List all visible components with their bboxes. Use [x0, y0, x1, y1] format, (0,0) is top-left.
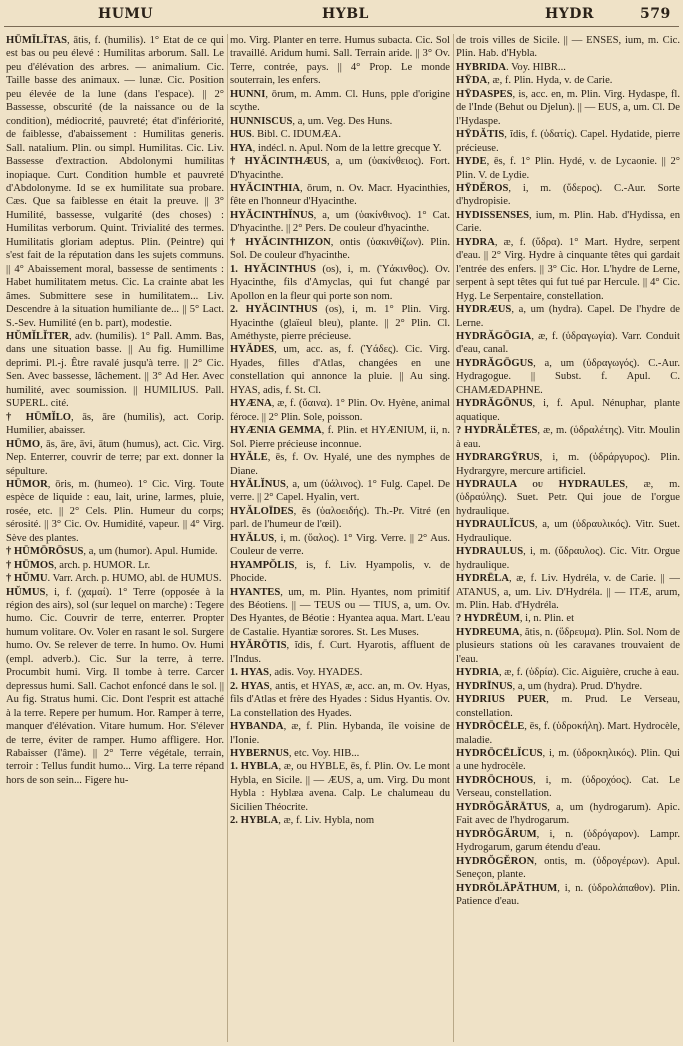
column-middle	[230, 34, 450, 1044]
dictionary-entry	[230, 115, 450, 128]
entry-headword: HYDRŌCĒLE	[456, 721, 525, 733]
dictionary-entry	[456, 774, 680, 801]
entry-definition: , i, m. (ὑδράργυρος). Plin. Hydrargyre, mercure artificiel.	[456, 452, 680, 477]
entry-definition: , is, f. Liv. Hyampolis, v. de Phocide.	[230, 559, 450, 585]
entry-definition: , æ, f. (ὑδρία). Cic. Aiguière, cruche à eau.	[498, 667, 680, 679]
entry-definition: , ās, āre, āvi, ātum (humus), act. Cic. Virg. Nep. Enterrer, couvrir de terre; par ext. donner la sépulture.	[6, 438, 224, 477]
entry-headword: HȲDA	[456, 75, 488, 87]
entry-headword: 1. HYAS	[230, 667, 270, 679]
entry-definition: , ās, āre (humilis), act. Corip. Humilier, abaisser.	[6, 411, 224, 437]
running-head-middle: HYBL	[322, 6, 369, 22]
entry-definition: , i, m. (ὑδροχόος). Cat. Le Verseau, constellation.	[456, 774, 680, 800]
dictionary-entry	[456, 680, 680, 693]
dictionary-entry	[6, 572, 224, 585]
dictionary-entry	[456, 747, 680, 774]
entry-definition: , æ, f. Plin. Hyda, v. de Carie.	[487, 75, 613, 87]
dictionary-entry	[6, 586, 224, 788]
dictionary-entry	[230, 209, 450, 236]
dictionary-entry	[230, 680, 450, 720]
entry-headword: HYDRĪNUS	[456, 680, 513, 692]
dictionary-entry	[456, 61, 680, 74]
entry-headword: 1. HYBLA	[230, 761, 279, 773]
entry-definition: , i, n. (ὑδρόγαρον). Lampr. Hydrogarum, garum étendu d'eau.	[456, 828, 680, 854]
entry-headword: HYDRŌCĒLĬCUS	[456, 748, 543, 760]
entry-headword: HYĂLE	[230, 452, 268, 464]
dictionary-entry	[230, 814, 450, 827]
entry-definition: , a, um (ὑάλινος). 1° Fulg. Capel. De verre. || 2° Capel. Hyalin, vert.	[230, 478, 450, 504]
entry-headword: HUNNI	[230, 88, 266, 100]
entry-definition: , indécl. n. Apul. Nom de la lettre grecque Y.	[252, 142, 442, 154]
column-left	[6, 34, 224, 1044]
entry-definition: , a, um (ὑδραγωγός). C.-Aur. Hydragogue. || Subst. f. Apul. C. CHAMÆDAPHNE.	[456, 357, 680, 396]
entry-headword: HYDRŌCHOUS	[456, 774, 534, 786]
dictionary-entry	[230, 451, 450, 478]
entry-headword: † HŪMĬLO	[6, 411, 72, 423]
dictionary-entry	[230, 128, 450, 141]
entry-definition: , ontis, m. (ὑδρογέρων). Apul. Seneçon, plante.	[456, 855, 680, 881]
entry-definition: , arch. p. HUMOR. Lr.	[53, 559, 151, 571]
entry-definition: , i, m. (ὑδροκηλικός). Plin. Qui a une hydrocèle.	[456, 748, 680, 773]
entry-headword: ? HYDRĒUM	[456, 613, 520, 625]
dictionary-entry	[456, 855, 680, 882]
entry-headword: HYĂRŌTIS	[230, 640, 287, 652]
dictionary-entry	[230, 263, 450, 303]
entry-definition: , a, um (ὑδραυλικός). Vitr. Suet. Hydraulique.	[456, 519, 680, 544]
entry-definition: , ātis, f. (humilis). 1° Etat de ce qui est bas ou peu élevé : Humilitas arborum. Sall. Le peu d'élévation des arbres. — animalium. Cic. Taille basse des animaux. — lunæ. Cic. Position peu élevée de la lune (dans l'espace). || 2° Bassesse, obscurité (de la naissance ou de la condition), médiocrité, pauvreté; état d'infériorité, de faiblesse, d'abaissement : Humilitas generis. Sall. natalium. Plin. ou simpl. Humilitas. Cic. Liv. Bassesse d'extraction. Abdolonymi humilitas inopiaque. Curt. Condition humble et pauvreté d'Abdolonyme. Id se ex humilitate sua probare. Cæs. Que sa faiblesse en était la preuve. || 3° Humilité, bassesse, vulgarité (des choses) : Humilitas verborum. Quint. Trivialité des termes. Humilitatis gloriam adeptus. Plin. (Peintre) qui s'est fait de la réputation dans les sujets communs. || 4° Abaissement moral, bassesse de sentiments : Habet humilitatem metus. Cic. La crainte abat les âmes. Submittere sese in humilitatem... Liv. Descendre à la situation humiliante de... || 5° Lact. S.-Sev. Humilité (en b. part), modestie.	[6, 35, 224, 329]
entry-headword: † HYĂCINTHÆUS	[230, 156, 327, 168]
entry-headword: HȲDĔROS	[456, 182, 509, 194]
dictionary-entry	[456, 236, 680, 303]
dictionary-entry	[456, 397, 680, 424]
entry-headword: HYDRŎGĂRĀTUS	[456, 801, 548, 813]
dictionary-entry	[230, 478, 450, 505]
entry-definition: (os), i, m. (Ὑάκινθος). Ov. Hyacinthe, fils d'Amyclas, qui fut changé par Apollon en la fleur qui porte son nom.	[230, 263, 450, 302]
dictionary-entry	[456, 612, 680, 625]
dictionary-entry	[456, 74, 680, 87]
entry-headword: HYDRŎGĔRON	[456, 855, 535, 867]
entry-headword: HŪMĬLĬTAS	[6, 35, 68, 46]
running-head-right: HYDR	[545, 6, 594, 22]
dictionary-entry	[456, 155, 680, 182]
dictionary-entry	[230, 182, 450, 209]
entry-definition: , i, f. Apul. Nénuphar, plante aquatique.	[456, 398, 680, 423]
entry-headword: HYDRĂGŌGIA	[456, 330, 532, 342]
entry-headword: HYBRIDA	[456, 61, 507, 73]
entry-headword: HYA	[230, 142, 253, 154]
entry-definition: , i, n. Plin. et	[519, 613, 575, 625]
entry-headword: HYDRĒLA	[456, 573, 509, 585]
entry-headword: HYDRÆUS	[456, 304, 512, 316]
entry-definition: , ēs, f. (ὑδροκήλη). Mart. Hydrocèle, maladie.	[456, 721, 680, 746]
dictionary-entry	[230, 505, 450, 532]
entry-headword: HYAMPŎLIS	[230, 559, 295, 571]
dictionary-entry	[230, 639, 450, 666]
entry-definition: . Voy. HIBR...	[506, 61, 566, 73]
dictionary-entry	[456, 34, 680, 61]
entry-definition: , ōrum, n. Ov. Macr. Hyacinthies, fête en l'honneur d'Hyacinthe.	[230, 182, 450, 208]
entry-definition: , a, um (ὑακίνθινος). 1° Cat. D'hyacinthe. || 2° Pers. De couleur d'hyacinthe.	[230, 209, 450, 235]
entry-headword: HYĂLĬNUS	[230, 478, 286, 490]
entry-definition: , ium, m. Plin. Hab. d'Hydissa, en Carie.	[456, 209, 680, 235]
dictionary-entry	[6, 545, 224, 558]
dictionary-entry	[456, 828, 680, 855]
entry-definition: mo. Virg. Planter en terre. Humus subacta. Cic. Sol travaillé. Aridum humi. Sall. Terrain aride. || 3° Ov. Terre, contrée, pays. || 4° Prop. Le monde souterrain, les enfers.	[230, 35, 450, 87]
entry-definition: , æ, f. Liv. Hybla, nom	[278, 815, 375, 827]
entry-definition: , a, um (humor). Apul. Humide.	[83, 546, 218, 558]
entry-definition: , adis. Voy. HYADES.	[269, 667, 363, 679]
entry-headword: HŪMOR	[6, 478, 48, 490]
entry-definition: , ōris, m. (humeo). 1° Cic. Virg. Toute espèce de liquide : eau, lait, urine, larmes, pluie, rosée, etc. || 2° Cels. Plin. Humeur du corps; sérosité. || 3° Cic. Ov. Humidité, vapeur. || 4° Virg. Sève des plantes.	[6, 478, 224, 544]
dictionary-entry	[456, 303, 680, 330]
dictionary-entry	[456, 518, 680, 545]
dictionary-entry	[456, 626, 680, 666]
dictionary-entry	[230, 424, 450, 451]
dictionary-entry	[456, 209, 680, 236]
entry-headword: † HŪMOS	[6, 559, 54, 571]
dictionary-entry	[230, 559, 450, 586]
entry-definition: , ĭdis, f. Curt. Hyarotis, affluent de l'Indus.	[230, 640, 450, 665]
column-separator	[453, 34, 454, 1042]
entry-definition: , ōrum, m. Amm. Cl. Huns, pple d'origine scythe.	[230, 88, 450, 114]
entry-definition: , a, um. Veg. Des Huns.	[292, 115, 393, 127]
entry-headword: HYDRIUS PUER	[456, 694, 547, 706]
dictionary-entry	[456, 693, 680, 720]
dictionary-entry	[230, 760, 450, 814]
entry-definition: , ătis, n. (ὕδρευμα). Plin. Sol. Nom de plusieurs stations où les caravanes trouvaient de l'eau.	[456, 626, 680, 665]
dictionary-entry	[230, 142, 450, 155]
dictionary-entry	[456, 572, 680, 612]
dictionary-entry	[456, 182, 680, 209]
entry-headword: HYÆNA	[230, 398, 272, 410]
entry-definition: , ēs, f. 1° Plin. Hydé, v. de Lycaonie. || 2° Plin. V. de Lydie.	[456, 156, 680, 181]
dictionary-entry	[230, 532, 450, 559]
entry-definition: , ĕs (ὑαλοειδής). Th.-Pr. Vitré (en parl. de l'humeur de l'œil).	[230, 505, 450, 531]
entry-definition: . Bibl. C. IDUMÆA.	[251, 129, 341, 141]
entry-definition: , æ, f. Plin. Hybanda, île voisine de l'Ionie.	[230, 721, 450, 746]
dictionary-entry	[6, 559, 224, 572]
dictionary-entry	[230, 343, 450, 397]
entry-headword: HUS	[230, 129, 252, 141]
entry-headword: † HŪMŌRŌSUS	[6, 546, 84, 558]
entry-headword: HYBANDA	[230, 721, 284, 733]
entry-definition: , um, acc. as, f. (Ὑάδες). Cic. Virg. Hyades, filles d'Atlas, changées en une constellation qui annonce la pluie. || Au sing. HYAS, adis, f. St. Cl.	[230, 344, 450, 396]
entry-definition: , æ, f. (ὕαινα). 1° Plin. Ov. Hyène, animal féroce. || 2° Plin. Sole, poisson.	[230, 398, 450, 423]
entry-headword: HYDE	[456, 156, 487, 168]
dictionary-entry	[230, 747, 450, 760]
entry-headword: HŬMUS	[6, 586, 46, 598]
entry-definition: , æ, f. (ὑδραγωγία). Varr. Conduit d'eau, canal.	[456, 330, 680, 356]
entry-headword: HYDRĂGŌGUS	[456, 357, 534, 369]
entry-definition: , a, um (hydra). Prud. D'hydre.	[512, 680, 643, 692]
entry-headword: † HYĂCINTHIZON	[230, 236, 331, 248]
entry-headword: HYDRŎLĂPĂTHUM	[456, 882, 558, 894]
column-separator	[227, 34, 228, 1042]
entry-headword: † HŬMU	[6, 573, 48, 585]
entry-headword: HŬMĬLĬTER	[6, 330, 69, 342]
entry-definition: , ĭdis, f. (ὑδατίς). Capel. Hydatide, pierre précieuse.	[456, 129, 680, 154]
dictionary-entry	[6, 411, 224, 438]
dictionary-entry	[6, 478, 224, 545]
dictionary-entry	[230, 586, 450, 640]
entry-definition: , etc. Voy. HIB...	[288, 748, 360, 760]
entry-definition: , f. Plin. et HYÆNIUM, ii, n. Sol. Pierre précieuse inconnue.	[230, 425, 450, 450]
entry-definition: , adv. (humilis). 1° Pall. Amm. Bas, dans une situation basse. || Au fig. Humillime deprimi. Pl.-j. Être ravalé jusqu'à terre. || 2° Cic. Sen. Avec bassesse, lâchement. || 3° Ad Her. Avec humilité, avec soumission. || HUMILIUS. Pall. SUPERL. cité.	[6, 330, 224, 410]
dictionary-entry	[456, 330, 680, 357]
dictionary-entry	[6, 438, 224, 478]
entry-definition: , i, n. (ὑδρολάπαθον). Plin. Patience d'eau.	[456, 882, 680, 907]
entry-headword: 2. HYBLA	[230, 815, 279, 827]
entry-definition: , æ, f. Liv. Hydréla, v. de Carie. || — ATANUS, a, um. Liv. D'Hydréla. || — ITÆ, arum, m. Plin. Hab. d'Hydréla.	[456, 573, 680, 612]
entry-headword: HYÆNIA GEMMA	[230, 425, 322, 437]
dictionary-entry	[230, 720, 450, 747]
dictionary-entry	[456, 88, 680, 128]
dictionary-entry	[230, 397, 450, 424]
dictionary-entry	[456, 666, 680, 679]
running-head-left: HUMU	[98, 6, 154, 22]
entry-definition: , i, f. (χαμαί). 1° Terre (opposée à la région des airs), sol (sur lequel on marche) : Tegere humo. Cic. Couvrir de terre, enterrer. Propter humum volitare. Ov. Voler en rasant le sol. Surgere humo. Ov. Se relever de terre. In humo. Ov. Humi (empl. adverb.). Cic. Sur la terre, à terre. Procumbit humi. Virg. Il tombe à terre. Carcer depressus humi. Sall. Cachot enfoncé dans le sol. || Au fig. Stratus humi. Cic. Dont l'esprit est attaché à la terre. Repere per humum. Hor. Ramper à terre, manquer d'élévation. Vitare humum. Hor. S'élever de terre, éviter de ramper. Humo affligere. Hor. Rabaisser (l'âme). || 2° Terre végétale, terrain, terroir : Tellus fundit humo... Virg. La terre répand hors de son sein... Figere hu-	[6, 586, 224, 786]
entry-headword: HYDRAULUS	[456, 546, 524, 558]
entry-definition: , æ, m. (ὑδραύλης). Suet. Petr. Qui joue de l'orgue hydraulique.	[456, 478, 680, 517]
dictionary-entry	[456, 451, 680, 478]
entry-definition: (os), i, m. 1° Plin. Virg. Hyacinthe (glaïeul bleu), plante. || 2° Plin. Cl. Améthyste, pierre précieuse.	[230, 304, 450, 342]
entry-definition: , æ, ou HYBLE, ēs, f. Plin. Ov. Le mont Hybla, en Sicile. || — ÆUS, a, um. Virg. Du mont Hybla : Hyblæa avena. Calp. Le chalumeau du Sicilien Théocrite.	[230, 761, 450, 813]
entry-definition: , i, m. (ὕαλος). 1° Virg. Verre. || 2° Aus. Couleur de verre.	[230, 532, 450, 558]
header-rule	[4, 26, 679, 27]
entry-definition: , a, um (hydrogarum). Apic. Fait avec de l'hydrogarum.	[456, 801, 680, 827]
entry-headword: HUNNISCUS	[230, 115, 293, 127]
entry-definition: , m. Prud. Le Verseau, constellation.	[456, 694, 680, 719]
entry-headword: HYĂCINTHIA	[230, 182, 301, 194]
entry-headword: HYĂLOĪDES	[230, 505, 294, 517]
dictionary-entry	[230, 34, 450, 88]
entry-headword: HŪMO	[6, 438, 41, 450]
dictionary-entry	[456, 720, 680, 747]
dictionary-entry	[230, 303, 450, 343]
entry-headword: 1. HYĂCINTHUS	[230, 263, 317, 275]
entry-definition: , æ, f. (ὕδρα). 1° Mart. Hydre, serpent d'eau. || 2° Virg. Hydre à cinquante têtes qui gardait l'entrée des enfers. || 3° Cic. Hor. L'hydre de Lerne, serpent à sept têtes qui fut tué par Hercule. || 4° Cic. Hyg. Le Serpentaire, constellation.	[456, 236, 680, 302]
dictionary-entry	[456, 478, 680, 518]
dictionary-entry	[456, 545, 680, 572]
dictionary-entry	[230, 236, 450, 263]
entry-headword: HYDRĂGŌNUS	[456, 398, 533, 410]
dictionary-entry	[230, 155, 450, 182]
page-number: 579	[640, 6, 671, 22]
entry-headword: ? HYDRĂLĔTES	[456, 425, 538, 437]
entry-headword: HYDRAULĬCUS	[456, 519, 535, 531]
dictionary-entry	[6, 330, 224, 411]
entry-definition: , ontis (ὑακινθίζων). Plin. Sol. De couleur d'hyacinthe.	[230, 236, 450, 262]
entry-definition: , is, acc. en, m. Plin. Virg. Hydaspe, fl. de l'Inde (Behut ou Djelun). || — EUS, a, um. Cl. De l'Hydaspe.	[456, 88, 680, 127]
dictionary-entry	[6, 34, 224, 330]
entry-definition: , ēs, f. Ov. Hyalé, une des nymphes de Diane.	[230, 452, 450, 477]
entry-headword: HYDISSENSES	[456, 209, 530, 221]
entry-definition: , a, um (hydra). Capel. De l'hydre de Lerne.	[456, 304, 680, 329]
entry-headword: HYĂCINTHĬNUS	[230, 209, 314, 221]
entry-headword: HYDRARGȲRUS	[456, 452, 540, 464]
entry-headword: HYBERNUS	[230, 748, 289, 760]
entry-definition: , æ, m. (ὑδραλέτης). Vitr. Moulin à eau.	[456, 425, 680, 450]
dictionary-entry	[456, 357, 680, 397]
entry-definition: , antis, et HYAS, æ, acc. an, m. Ov. Hyas, fils d'Atlas et frère des Hyades : Sidus Hyantis. Ov. La constellation des Hyades.	[230, 680, 450, 719]
entry-headword: HYDRIA	[456, 667, 499, 679]
dictionary-entry	[456, 882, 680, 909]
entry-definition: , a, um (ὑακίνθειος). Fort. D'hyacinthe.	[230, 156, 450, 181]
dictionary-entry	[456, 424, 680, 451]
entry-headword: 2. HYĂCINTHUS	[230, 304, 318, 316]
entry-definition: , i, m. (ὕδραυλος). Cic. Vitr. Orgue hydraulique.	[456, 546, 680, 571]
entry-definition: , i, m. (ὕδερος). C.-Aur. Sorte d'hydropisie.	[456, 182, 680, 208]
entry-headword: HYDRA	[456, 236, 495, 248]
entry-headword: HYDREUMA	[456, 626, 520, 638]
entry-headword: HYDRŎGĂRUM	[456, 828, 537, 840]
dictionary-entry	[230, 666, 450, 679]
entry-headword: HȲDĂTIS	[456, 129, 505, 141]
entry-headword: HYDRAULA ou HYDRAULES	[456, 478, 626, 490]
dictionary-entry	[456, 128, 680, 155]
entry-definition: . Varr. Arch. p. HUMO, abl. de HUMUS.	[47, 573, 222, 585]
entry-headword: HYĂLUS	[230, 532, 275, 544]
dictionary-entry	[230, 88, 450, 115]
entry-headword: HȲDASPES	[456, 88, 513, 100]
entry-headword: HYĂDES	[230, 344, 275, 356]
dictionary-entry	[456, 801, 680, 828]
entry-definition: de trois villes de Sicile. || — ENSES, ium, m. Cic. Plin. Hab. d'Hybla.	[456, 35, 680, 60]
entry-definition: , um, m. Plin. Hyantes, nom primitif des Béotiens. || — TEUS ou — TIUS, a, um. Ov. Des Hyantes, de Béotie : Hyantea aqua. Mart. L'eau de Castalie. Hyantiæ sorores. St. Les Muses.	[230, 586, 450, 638]
entry-headword: 2. HYAS	[230, 680, 270, 692]
column-right	[456, 34, 680, 1044]
entry-headword: HYANTES	[230, 586, 281, 598]
